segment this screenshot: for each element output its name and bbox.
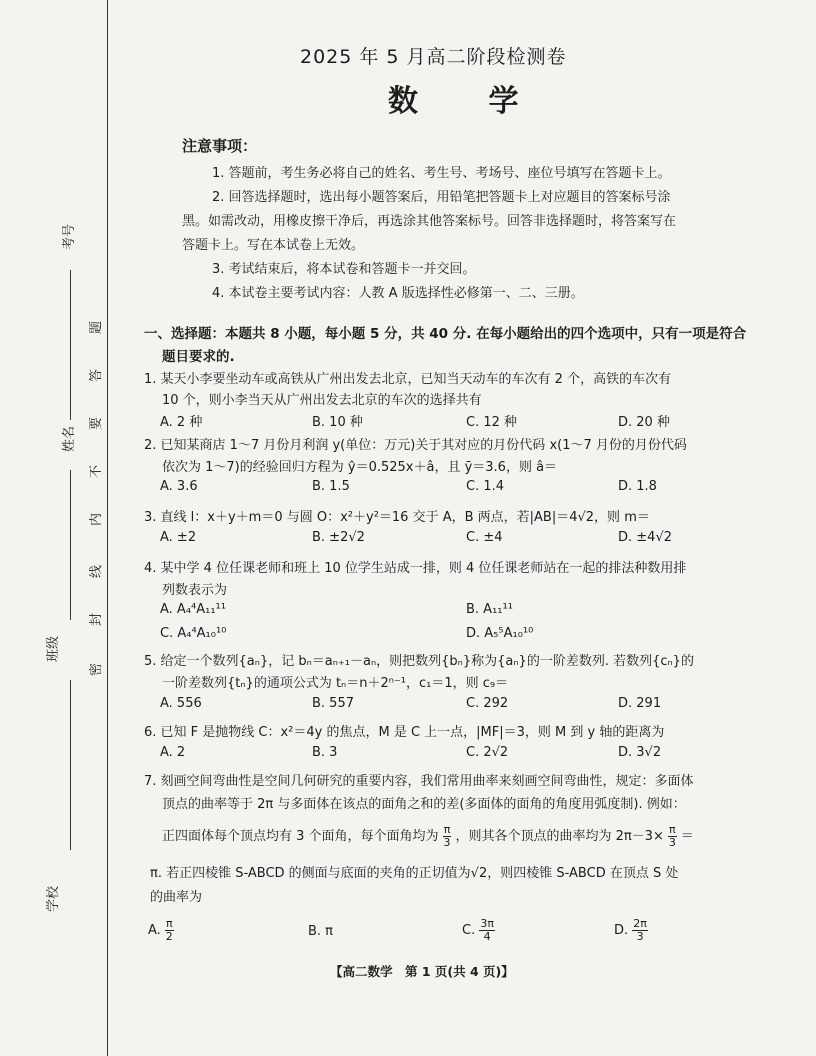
option-c: C. $\frac{3\pi}{4}$ [462,917,494,943]
exam-no-label: 考号 [62,223,77,250]
option-b: B. 3 [312,745,338,760]
option-a: A. ±2 [160,530,197,545]
option-d: D. A₅⁵A₁₀¹⁰ [466,626,534,641]
question-text: 一阶差数列{tₙ}的通项公式为 tₙ＝n＋2ⁿ⁻¹，c₁＝1，则 c₉＝ [162,676,509,691]
seal-char: 答 [89,368,105,383]
question-text: 10 个，则小李当天从广州出发去北京的车次的选择共有 [162,393,482,408]
question-text: 7. 刻画空间弯曲性是空间几何研究的重要内容，我们常用曲率来刻画空间弯曲性，规定：多面体 [144,774,694,789]
question-text: 6. 已知 F 是抛物线 C：x²＝4y 的焦点，M 是 C 上一点，|MF|＝3，则 M 到 y 轴的距离为 [144,725,665,740]
seal-char: 线 [89,564,105,579]
page-footer: 【高二数学 第 1 页(共 4 页)】 [330,964,514,979]
option-d: D. $\frac{2\pi}{3}$ [614,917,647,943]
seal-char: 封 [89,612,105,627]
exam-title: 2025 年 5 月高二阶段检测卷 [300,46,567,68]
seal-char: 内 [89,512,105,527]
fraction: $\frac{\pi}{3}$ [668,823,676,849]
question-text: 1. 某天小李要坐动车或高铁从广州出发去北京，已知当天动车的车次有 2 个，高铁的车次有 [144,372,672,387]
option-c: C. ±4 [466,530,503,545]
notice-item: 黑。如需改动，用橡皮擦干净后，再选涂其他答案标号。回答非选择题时，将答案写在 [182,214,677,229]
option-a: A. 556 [160,696,202,711]
question-text: 依次为 1～7)的经验回归方程为 ŷ＝0.525x＋â，且 ȳ＝3.6，则 â＝ [162,460,558,475]
option-c: C. 12 种 [466,415,518,430]
seal-char: 要 [89,416,105,431]
exam-no-line [70,270,71,420]
binding-margin [0,0,108,1056]
option-a: A. 3.6 [160,479,198,494]
option-a: A. $\frac{\pi}{2}$ [148,917,173,943]
question-text: 2. 已知某商店 1～7 月份月利润 y(单位：万元)关于其对应的月份代码 x(1～7 月份的月份代码 [144,438,687,453]
class-line [70,680,71,850]
section-heading: 一、选择题：本题共 8 小题，每小题 5 分，共 40 分. 在每小题给出的四个选项中，只有一项是符合 [144,326,747,342]
notice-item: 答题卡上。写在本试卷上无效。 [182,238,365,253]
option-b: B. ±2√2 [312,530,365,545]
subject-title: 数 学 [388,84,549,119]
notice-item: 1. 答题前，考生务必将自己的姓名、考生号、考场号、座位号填写在答题卡上。 [212,166,671,181]
seal-char: 不 [89,464,105,479]
option-a: A. 2 [160,745,186,760]
option-b: B. π [308,924,334,939]
option-d: D. 20 种 [618,415,670,430]
section-heading: 题目要求的. [162,349,235,365]
seal-char: 题 [89,320,105,335]
binding-line [107,0,108,1056]
fraction: $\frac{\pi}{3}$ [443,823,451,849]
option-c: C. 292 [466,696,509,711]
question-text: 3. 直线 l：x＋y＋m＝0 与圆 O：x²＋y²＝16 交于 A，B 两点，若|AB|＝4√2，则 m＝ [144,510,650,525]
option-a: A. 2 种 [160,415,203,430]
option-a: A. A₄⁴A₁₁¹¹ [160,602,226,617]
notice-item: 4. 本试卷主要考试内容：人教 A 版选择性必修第一、二、三册。 [212,286,584,301]
question-text: 列数表示为 [162,583,228,598]
class-label: 班级 [46,635,61,662]
option-d: D. ±4√2 [618,530,672,545]
question-text: 正四面体每个顶点均有 3 个面角，每个面角均为 $\frac{\pi}{3}$ ，则其各个顶点的曲率均为 2π－3× $\frac{\pi}{3}$ ＝ [162,823,694,849]
seal-char: 密 [89,662,105,677]
option-c: C. 2√2 [466,745,509,760]
notice-item: 3. 考试结束后，将本试卷和答题卡一并交回。 [212,262,476,277]
notice-item: 2. 回答选择题时，选出每小题答案后，用铅笔把答题卡上对应题目的答案标号涂 [212,190,671,205]
option-b: B. A₁₁¹¹ [466,602,513,617]
option-c: C. 1.4 [466,479,505,494]
question-text: π. 若正四棱锥 S-ABCD 的侧面与底面的夹角的正切值为√2，则四棱锥 S-ABCD 在顶点 S 处 [150,866,679,881]
option-d: D. 291 [618,696,662,711]
question-text: 5. 给定一个数列{aₙ}，记 bₙ＝aₙ₊₁－aₙ，则把数列{bₙ}称为{aₙ}的一阶差数列. 若数列{cₙ}的 [144,654,694,669]
option-b: B. 10 种 [312,415,363,430]
option-b: B. 1.5 [312,479,350,494]
question-text: 的曲率为 [150,890,203,905]
notice-heading: 注意事项： [182,137,258,155]
question-text: 顶点的曲率等于 2π 与多面体在该点的面角之和的差(多面体的面角的角度用弧度制). 例如： [162,797,686,812]
school-label: 学校 [46,885,61,912]
option-b: B. 557 [312,696,354,711]
option-d: D. 1.8 [618,479,657,494]
option-c: C. A₄⁴A₁₀¹⁰ [160,626,227,641]
question-text: 4. 某中学 4 位任课老师和班上 10 位学生站成一排，则 4 位任课老师站在一起的排法种数用排 [144,561,687,576]
name-label: 姓名 [62,425,77,452]
name-line [70,470,71,620]
option-d: D. 3√2 [618,745,662,760]
